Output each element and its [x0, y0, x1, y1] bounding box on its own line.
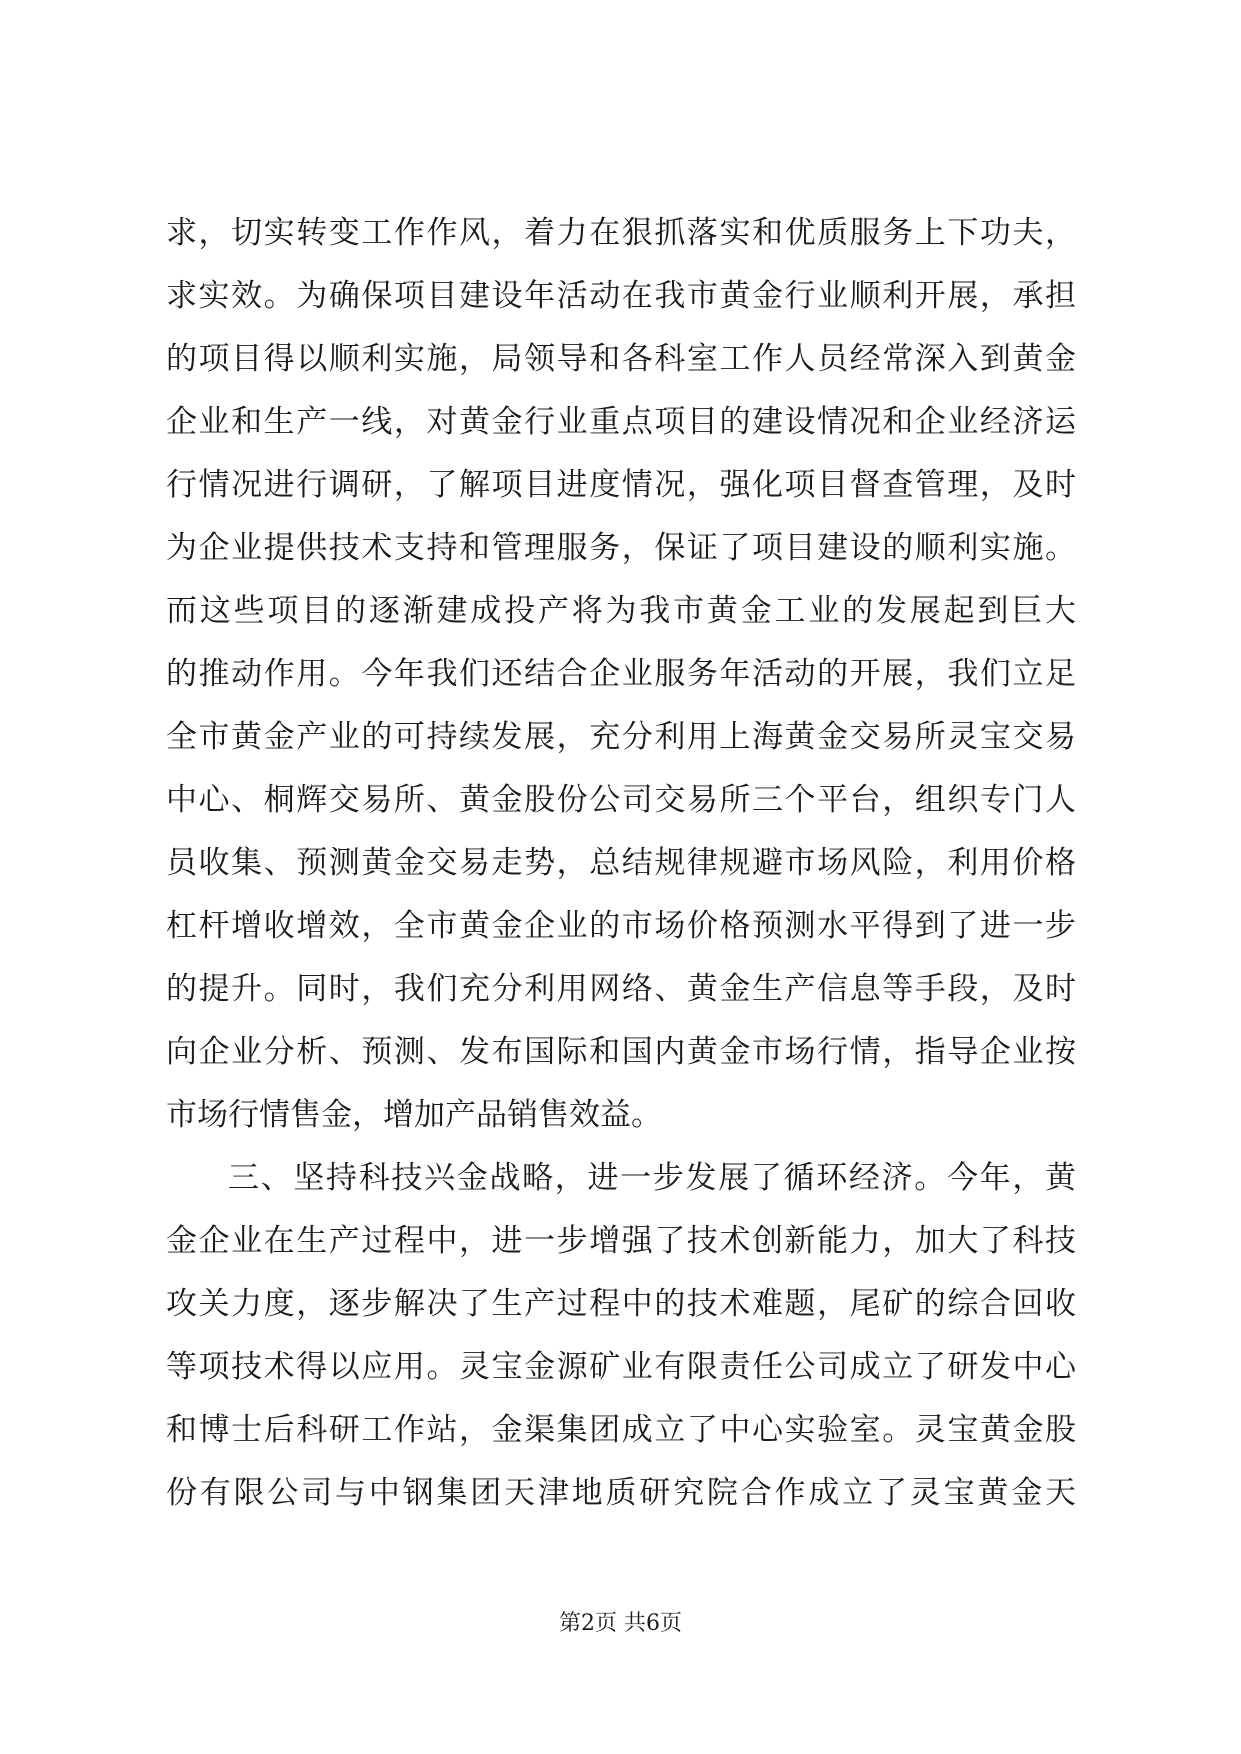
text-line: 攻关力度，逐步解决了生产过程中的技术难题，尾矿的综合回收 [166, 1286, 1076, 1322]
text-line: 和博士后科研工作站，金渠集团成立了中心实验室。灵宝黄金股 [166, 1412, 1076, 1448]
text-line: 企业和生产一线，对黄金行业重点项目的建设情况和企业经济运 [166, 404, 1076, 440]
body-text [166, 202, 1076, 1525]
text-line: 中心、桐辉交易所、黄金股份公司交易所三个平台，组织专门人 [166, 782, 1076, 818]
text-line: 的提升。同时，我们充分利用网络、黄金生产信息等手段，及时 [166, 971, 1076, 1007]
text-line: 的推动作用。今年我们还结合企业服务年活动的开展，我们立足 [166, 656, 1076, 692]
page-number-footer: 第2页 共6页 [559, 1611, 682, 1636]
text-line: 市场行情售金，增加产品销售效益。 [166, 1097, 662, 1133]
text-line: 等项技术得以应用。灵宝金源矿业有限责任公司成立了研发中心 [166, 1349, 1076, 1385]
text-line: 全市黄金产业的可持续发展，充分利用上海黄金交易所灵宝交易 [166, 719, 1076, 755]
text-line: 求，切实转变工作作风，着力在狠抓落实和优质服务上下功夫， [166, 215, 1076, 251]
text-line: 金企业在生产过程中，进一步增强了技术创新能力，加大了科技 [166, 1223, 1076, 1259]
text-line: 求实效。为确保项目建设年活动在我市黄金行业顺利开展，承担 [166, 278, 1076, 314]
text-line: 份有限公司与中钢集团天津地质研究院合作成立了灵宝黄金天 [166, 1475, 1076, 1511]
text-line: 杠杆增收增效，全市黄金企业的市场价格预测水平得到了进一步 [166, 908, 1076, 944]
text-line: 员收集、预测黄金交易走势，总结规律规避市场风险，利用价格 [166, 845, 1076, 881]
paragraph-start-line: 三、坚持科技兴金战略，进一步发展了循环经济。今年，黄 [228, 1160, 1076, 1196]
text-line: 而这些项目的逐渐建成投产将为我市黄金工业的发展起到巨大 [166, 593, 1076, 629]
text-line: 行情况进行调研，了解项目进度情况，强化项目督查管理，及时 [166, 467, 1076, 503]
text-line: 的项目得以顺利实施，局领导和各科室工作人员经常深入到黄金 [166, 341, 1076, 377]
text-line: 为企业提供技术支持和管理服务，保证了项目建设的顺利实施。 [166, 530, 1076, 566]
text-line: 向企业分析、预测、发布国际和国内黄金市场行情，指导企业按 [166, 1034, 1076, 1070]
